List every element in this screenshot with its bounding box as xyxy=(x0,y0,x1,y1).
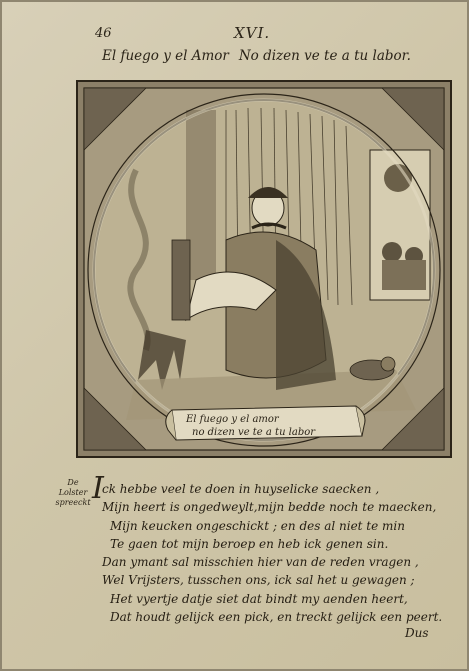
verse-line: Wel Vrijsters, tusschen ons, ick sal het u gewagen ; xyxy=(102,573,415,588)
speaker-line: spreeckt xyxy=(55,498,91,507)
catchword: Dus xyxy=(405,626,429,640)
banner-line-2: no dizen ve te a tu labor xyxy=(192,427,316,438)
verse-line: Dat houdt gelijck een pick, en treckt gelijck een peert. xyxy=(110,610,443,625)
verse-line: Mijn keucken ongeschickt ; en des al niet te min xyxy=(110,518,405,533)
verse-line: Mijn heert is ongedweylt,mijn bedde noch te maecken, xyxy=(102,500,437,515)
speaker-line: De xyxy=(67,478,79,487)
drop-cap: I xyxy=(92,471,104,506)
poem-verse xyxy=(102,480,442,626)
motto xyxy=(102,48,442,64)
verse-line: Het vyertje datje siet dat bindt my aenden heert, xyxy=(110,591,408,606)
engraving-illustration xyxy=(76,80,452,458)
verse-line: Te gaen tot mijn beroep en heb ick genen sin. xyxy=(110,536,389,551)
motto-left: El fuego y el Amor xyxy=(102,48,229,64)
speaker-note xyxy=(52,478,94,508)
motto-right: No dizen ve te a tu labor. xyxy=(238,48,411,64)
plate-number: XVI. xyxy=(234,24,271,42)
engraving-image xyxy=(76,80,452,458)
verse-line: Dan ymant sal misschien hier van de reden vragen , xyxy=(102,555,419,570)
page-number: 46 xyxy=(95,26,112,41)
banner-line-1: El fuego y el amor xyxy=(186,414,279,425)
speaker-line: Lolster xyxy=(58,488,88,497)
verse-line: ck hebbe veel te doen in huyselicke saecken , xyxy=(102,482,380,496)
